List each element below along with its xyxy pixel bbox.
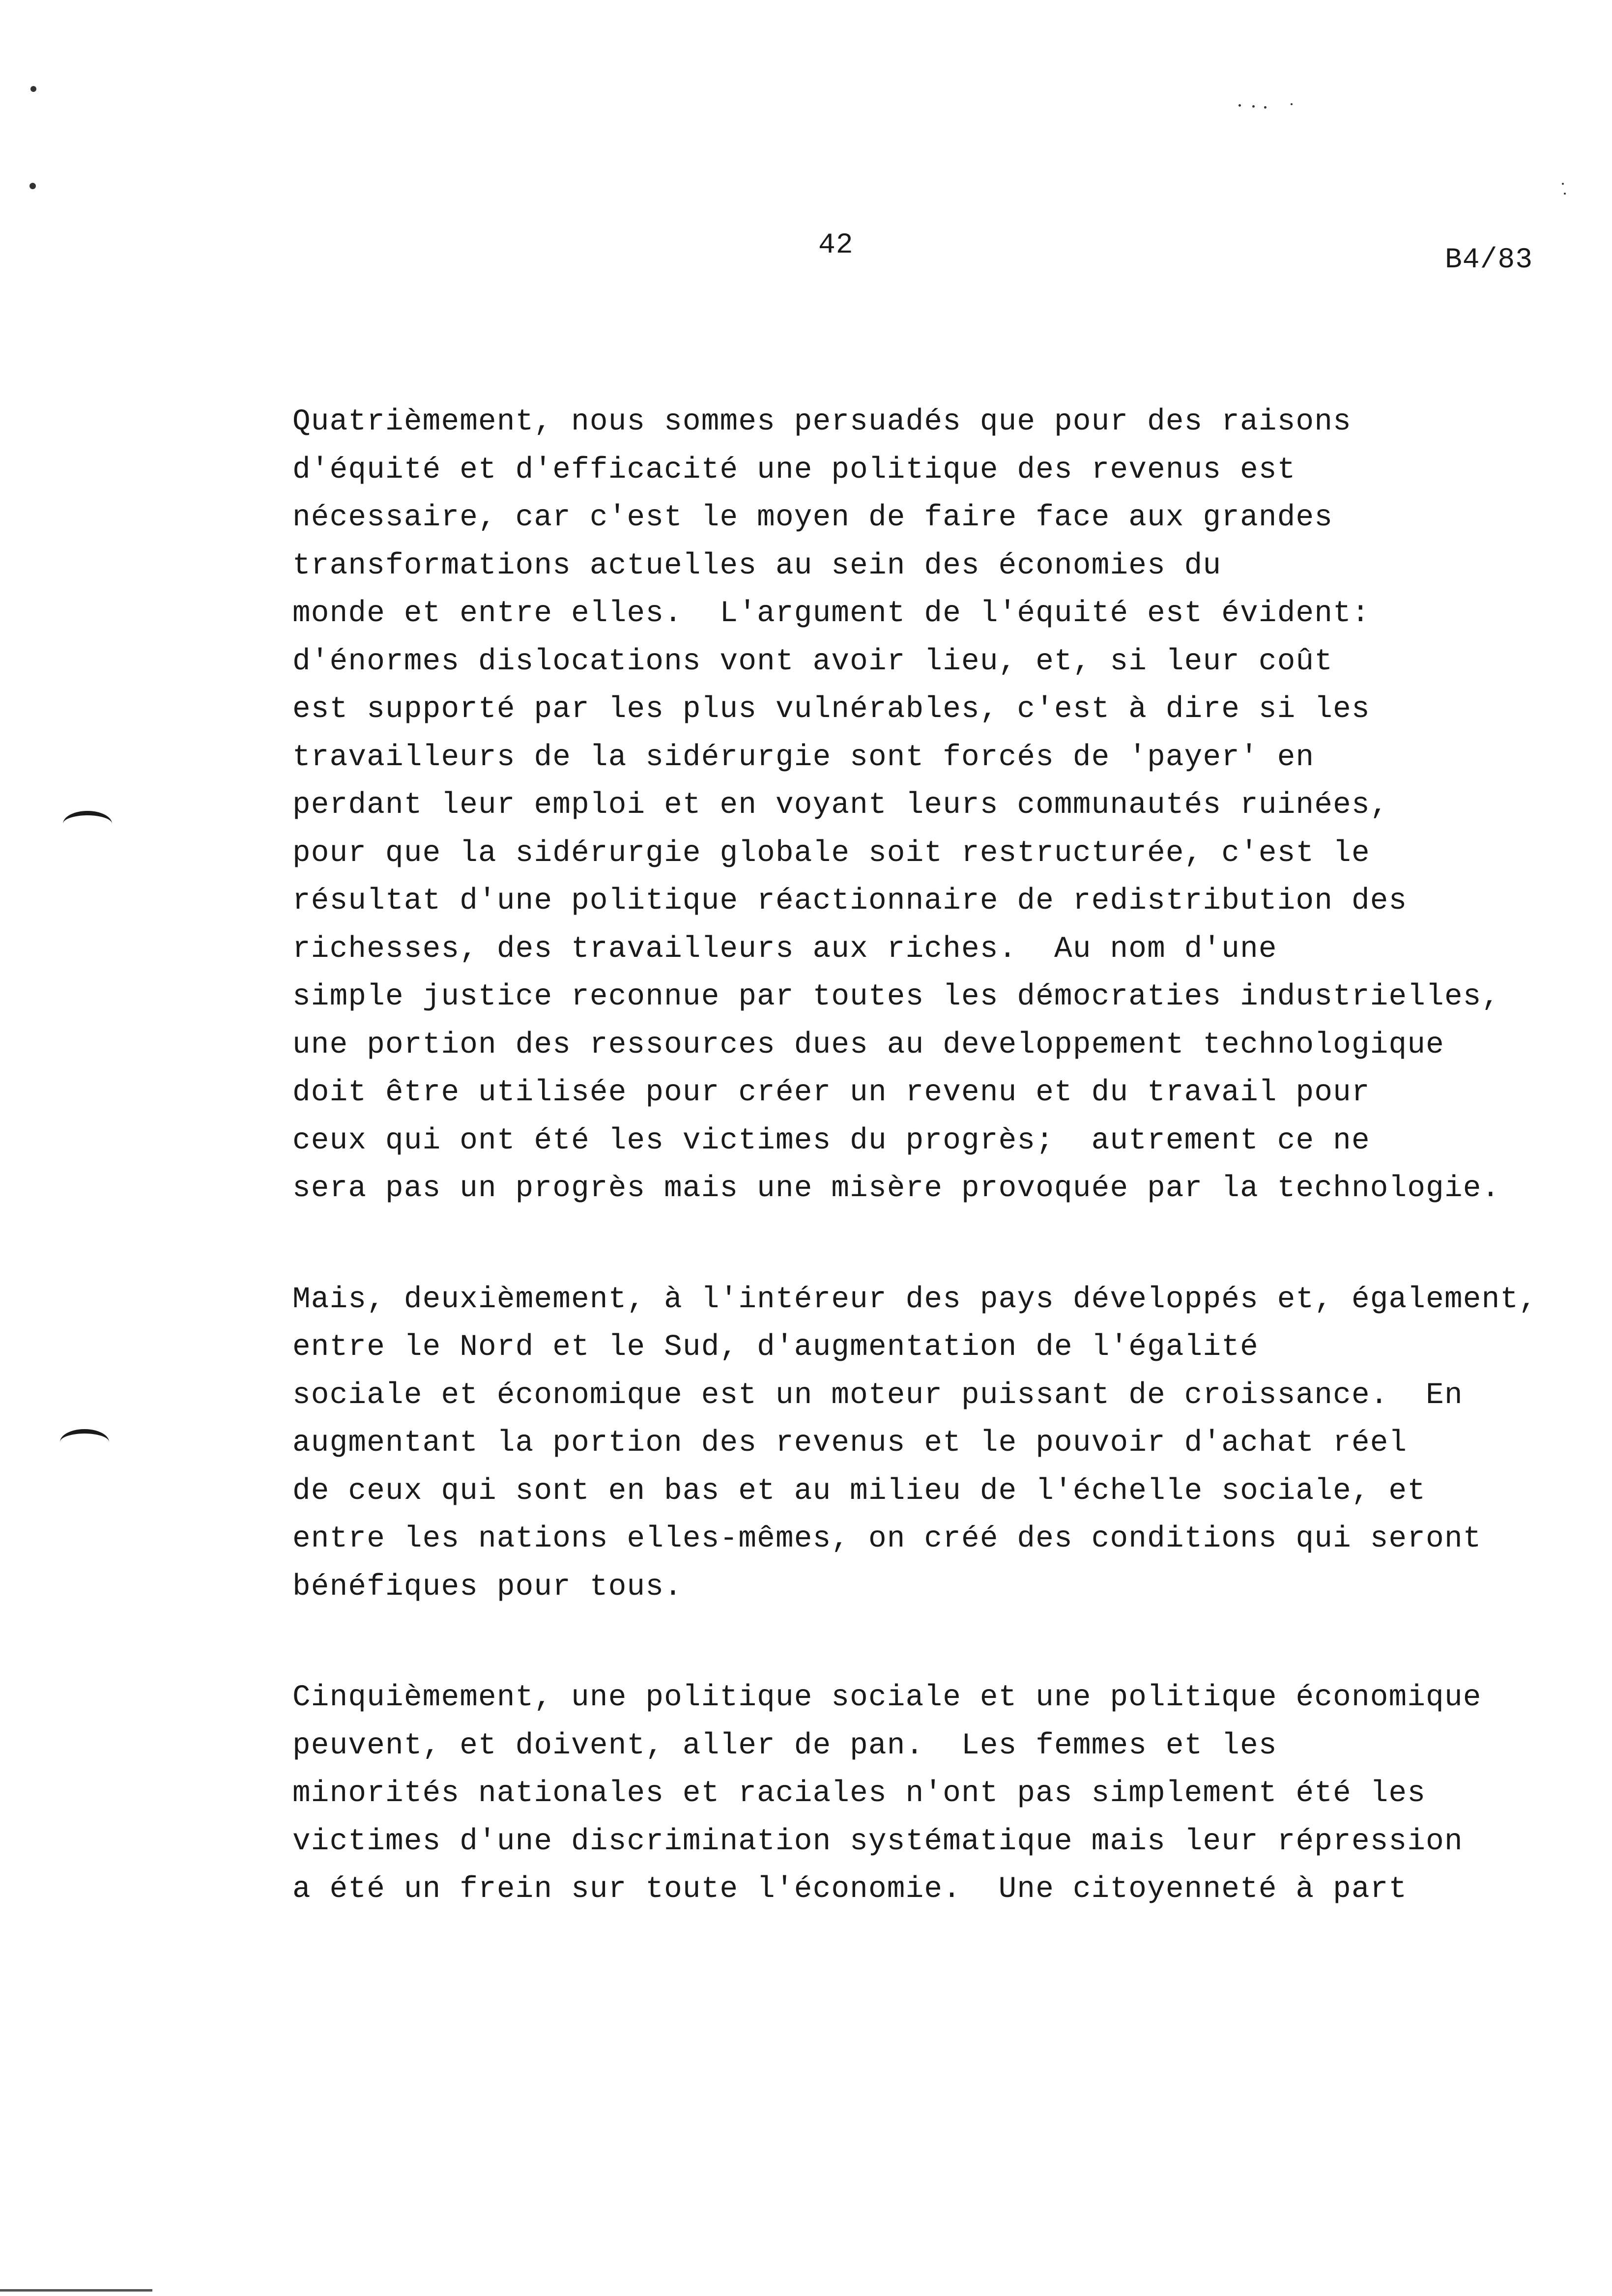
text-line: minorités nationales et raciales n'ont pas simplement été les	[292, 1777, 1426, 1810]
paragraph-cinquiemement	[292, 1674, 1612, 1914]
punch-hole-mark	[63, 811, 112, 837]
text-line: sera pas un progrès mais une misère provoquée par la technologie.	[292, 1172, 1500, 1205]
text-line: une portion des ressources dues au developpement technologique	[292, 1028, 1444, 1062]
scan-speck	[30, 86, 36, 92]
document-reference: B4/83	[1445, 244, 1533, 276]
scan-speck	[1264, 106, 1267, 109]
text-line: a été un frein sur toute l'économie. Une citoyenneté à part	[292, 1872, 1408, 1906]
text-line: de ceux qui sont en bas et au milieu de l'échelle sociale, et	[292, 1474, 1426, 1508]
text-line: augmentant la portion des revenus et le pouvoir d'achat réel	[292, 1426, 1408, 1460]
punch-hole-mark	[60, 1429, 109, 1455]
text-line: sociale et économique est un moteur puissant de croissance. En	[292, 1378, 1463, 1412]
text-line: perdant leur emploi et en voyant leurs communautés ruinées,	[292, 788, 1389, 822]
scan-speck	[1238, 104, 1241, 107]
page-number: 42	[818, 230, 854, 261]
text-line: Cinquièmement, une politique sociale et une politique économique	[292, 1681, 1482, 1715]
paragraph-quatriemement	[292, 398, 1612, 1213]
text-line: d'énormes dislocations vont avoir lieu, et, si leur coût	[292, 644, 1333, 679]
text-line: nécessaire, car c'est le moyen de faire face aux grandes	[292, 501, 1333, 535]
scan-speck	[1564, 193, 1566, 195]
text-line: Quatrièmement, nous sommes persuadés que pour des raisons	[292, 405, 1352, 439]
text-line: monde et entre elles. L'argument de l'équité est évident:	[292, 597, 1370, 631]
scan-speck	[1252, 105, 1255, 108]
text-line: Mais, deuxièmement, à l'intéreur des pays développés et, également,	[292, 1282, 1537, 1317]
text-line: peuvent, et doivent, aller de pan. Les femmes et les	[292, 1728, 1277, 1763]
text-line: ceux qui ont été les victimes du progrès; autrement ce ne	[292, 1123, 1370, 1158]
paragraph-deuxiemement	[292, 1276, 1612, 1611]
text-line: est supporté par les plus vulnérables, c'est à dire si les	[292, 692, 1370, 726]
footer-rule	[0, 2289, 152, 2292]
body-text	[292, 398, 1612, 1977]
text-line: pour que la sidérurgie globale soit restructurée, c'est le	[292, 836, 1370, 870]
text-line: travailleurs de la sidérurgie sont forcés de 'payer' en	[292, 740, 1315, 775]
scan-speck	[1291, 103, 1293, 105]
text-line: doit être utilisée pour créer un revenu et du travail pour	[292, 1076, 1370, 1110]
text-line: richesses, des travailleurs aux riches. Au nom d'une	[292, 932, 1277, 966]
text-line: résultat d'une politique réactionnaire de redistribution des	[292, 884, 1408, 918]
text-line: simple justice reconnue par toutes les démocraties industrielles,	[292, 980, 1500, 1014]
text-line: d'équité et d'efficacité une politique des revenus est	[292, 453, 1296, 487]
scan-speck	[1562, 183, 1564, 185]
text-line: entre les nations elles-mêmes, on créé des conditions qui seront	[292, 1522, 1482, 1556]
text-line: transformations actuelles au sein des économies du	[292, 548, 1222, 583]
text-line: victimes d'une discrimination systématique mais leur répression	[292, 1824, 1463, 1859]
text-line: entre le Nord et le Sud, d'augmentation de l'égalité	[292, 1330, 1259, 1364]
scan-speck	[29, 183, 36, 189]
text-line: bénéfiques pour tous.	[292, 1570, 683, 1604]
